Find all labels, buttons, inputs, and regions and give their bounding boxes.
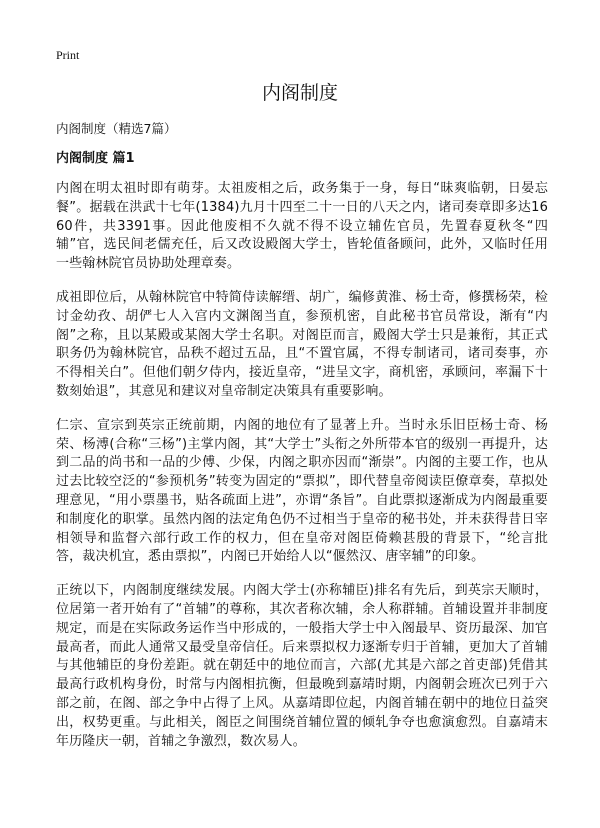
- paragraph-2: 成祖即位后，从翰林院官中特简侍读解缙、胡广，编修黄淮、杨士奇，修撰杨荣，检讨金幼孜、胡俨七人入宫内文渊阁当直，参预机密，自此秘书官员常设，渐有“内阁”之称，且以某殿或某阁大学士名职。对阁臣而言，殿阁大学士只是兼衔，其正式职务仍为翰林院官，品秩不超过五品，且“不置官属，不得专制诸司，诸司奏事，亦不得相关白”。但他们朝夕侍内，接近皇帝，“进呈文字，商机密，承顾问，率漏下十数刻始退”，其意见和建议对皇帝制定决策具有重要影响。: [56, 289, 548, 399]
- page-title: 内阁制度: [261, 82, 338, 104]
- document-subtitle: 内阁制度（精选7篇）: [56, 121, 177, 136]
- print-link[interactable]: Print: [56, 48, 80, 62]
- section-heading: 内阁制度 篇1: [56, 151, 135, 166]
- paragraph-3: 仁宗、宣宗到英宗正统前期，内阁的地位有了显著上升。当时永乐旧臣杨士奇、杨荣、杨溥(合称“三杨”)主掌内阁，其“大学士”头衔之外所带本官的级别一再提升，达到二品的尚书和一品的少傅、少保，内阁之职亦因而“渐崇”。内阁的主要工作，也从过去比较空泛的“参预机务”转变为固定的“票拟”，即代替皇帝阅读臣僚章奏，草拟处理意见，“用小票墨书，贴各疏面上进”，亦谓“条旨”。自此票拟逐渐成为内阁最重要和制度化的职掌。虽然内阁的法定角色仍不过相当于皇帝的秘书处，并未获得昔日宰相领导和监督六部行政工作的权力，但在皇帝对阁臣倚赖甚殷的背景下，“纶言批答，裁决机宜，悉由票拟”，内阁已开始给人以“偃然汉、唐宰辅”的印象。: [56, 417, 548, 565]
- article-body: [56, 180, 548, 766]
- paragraph-1: 内阁在明太祖时即有萌芽。太祖废相之后，政务集于一身，每日“昧爽临朝，日晏忘餐”。据载在洪武十七年(1384)九月十四至二十一日的八天之内，诸司奏章即多达1660件，共3391事。因此他废相不久就不得不设立辅佐官员，先置春夏秋冬“四辅”官，选民间老儒充任，后又改设殿阁大学士，皆轮值备顾问，此外，又临时任用一些翰林院官员协助处理章奏。: [56, 181, 548, 272]
- paragraph-4: 正统以下，内阁制度继续发展。内阁大学士(亦称辅臣)排名有先后，到英宗天顺时，位居第一者开始有了“首辅”的尊称，其次者称次辅，余人称群辅。首辅设置并非制度规定，而是在实际政务运作当中形成的，一般指大学士中入阁最早、资历最深、加官最高者，而此人通常又最受皇帝信任。后来票拟权力逐渐专归于首辅，更加大了首辅与其他辅臣的身份差距。就在朝廷中的地位而言，六部(尤其是六部之首吏部)凭借其最高行政机构身份，时常与内阁相抗衡，但最晚到嘉靖时期，内阁朝会班次已列于六部之前，在阁、部之争中占得了上风。从嘉靖即位起，内阁首辅在朝中的地位日益突出，权势更重。与此相关，阁臣之间围绕首辅位置的倾轧争夺也愈演愈烈。自嘉靖末年历隆庆一朝，首辅之争激烈，数次易人。: [56, 583, 548, 749]
